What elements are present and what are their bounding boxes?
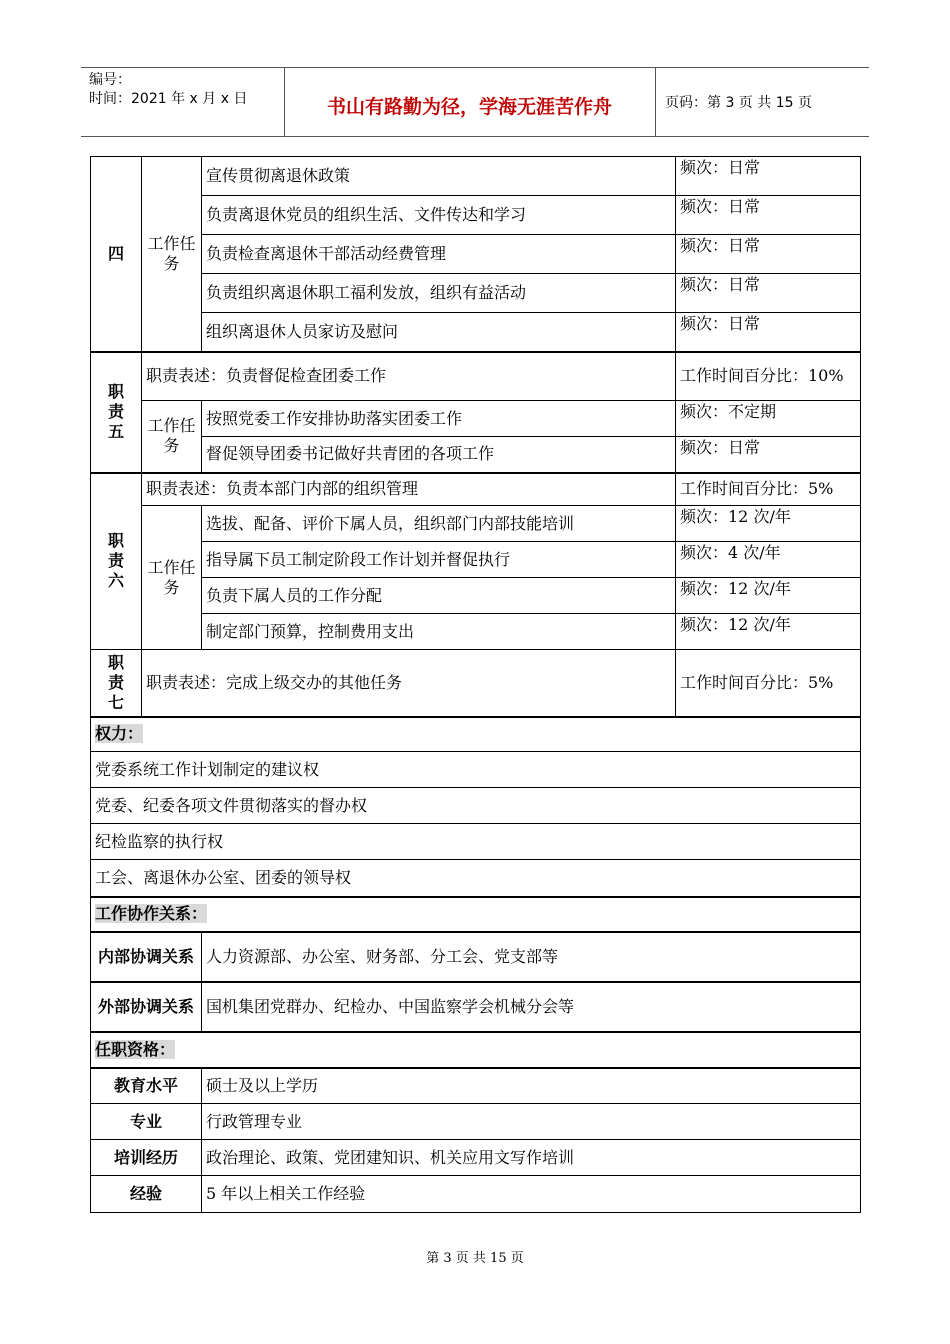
table-row bbox=[91, 437, 861, 473]
power-item: 党委系统工作计划制定的建议权 bbox=[91, 752, 861, 788]
table-row bbox=[91, 506, 861, 542]
qualification-label: 培训经历 bbox=[91, 1140, 202, 1176]
task-frequency: 频次：12 次/年 bbox=[676, 578, 861, 614]
external-relations-value: 国机集团党群办、纪检办、中国监察学会机械分会等 bbox=[202, 982, 861, 1032]
section-title-qualifications bbox=[91, 1032, 861, 1068]
task-text: 负责组织离退休职工福利发放，组织有益活动 bbox=[202, 274, 676, 313]
duty-description: 职责表述：负责督促检查团委工作 bbox=[142, 352, 676, 401]
table-row bbox=[91, 401, 861, 437]
section-title-relations bbox=[91, 897, 861, 932]
table-row bbox=[91, 1176, 861, 1213]
doc-number-label: 编号： bbox=[89, 72, 131, 88]
task-text: 负责离退休党员的组织生活、文件传达和学习 bbox=[202, 196, 676, 235]
table-row bbox=[91, 235, 861, 274]
table-row bbox=[91, 788, 861, 824]
duty-label: 职责七 bbox=[91, 650, 142, 717]
table-row bbox=[91, 313, 861, 352]
table-row bbox=[91, 473, 861, 506]
qualification-value: 行政管理专业 bbox=[202, 1104, 861, 1140]
duty-description: 职责表述：负责本部门内部的组织管理 bbox=[142, 473, 676, 506]
table-row bbox=[91, 196, 861, 235]
table-row bbox=[91, 1140, 861, 1176]
page-header bbox=[81, 67, 869, 137]
task-frequency: 频次：日常 bbox=[676, 235, 861, 274]
table-row bbox=[91, 932, 861, 982]
table-row bbox=[91, 897, 861, 932]
table-row bbox=[91, 752, 861, 788]
internal-relations-value: 人力资源部、办公室、财务部、分工会、党支部等 bbox=[202, 932, 861, 982]
header-info bbox=[89, 71, 284, 109]
table-row bbox=[91, 860, 861, 897]
task-frequency: 频次：日常 bbox=[676, 313, 861, 352]
section-title-text: 权力： bbox=[95, 724, 144, 744]
task-text: 指导属下员工制定阶段工作计划并督促执行 bbox=[202, 542, 676, 578]
qualification-value: 硕士及以上学历 bbox=[202, 1068, 861, 1104]
qualification-value: 5 年以上相关工作经验 bbox=[202, 1176, 861, 1213]
internal-relations-label: 内部协调关系 bbox=[91, 932, 202, 982]
header-page-number: 页码：第 3 页 共 15 页 bbox=[665, 95, 812, 111]
qualification-value: 政治理论、政策、党团建知识、机关应用文写作培训 bbox=[202, 1140, 861, 1176]
section-title-text: 任职资格： bbox=[95, 1039, 176, 1059]
task-label: 工作任务 bbox=[142, 401, 202, 473]
task-label: 工作任务 bbox=[142, 157, 202, 352]
table-row bbox=[91, 650, 861, 717]
task-text: 督促领导团委书记做好共青团的各项工作 bbox=[202, 437, 676, 473]
duty-label: 职责五 bbox=[91, 352, 142, 473]
task-text: 负责下属人员的工作分配 bbox=[202, 578, 676, 614]
task-frequency: 频次：不定期 bbox=[676, 401, 861, 437]
table-row bbox=[91, 1068, 861, 1104]
table-row bbox=[91, 614, 861, 650]
qualification-label: 教育水平 bbox=[91, 1068, 202, 1104]
table-row bbox=[91, 1104, 861, 1140]
task-frequency: 频次：12 次/年 bbox=[676, 614, 861, 650]
task-frequency: 频次：日常 bbox=[676, 196, 861, 235]
duty-time-percent: 工作时间百分比：5% bbox=[676, 473, 861, 506]
table-row bbox=[91, 1032, 861, 1068]
duty-time-percent: 工作时间百分比：10% bbox=[676, 352, 861, 401]
task-frequency: 频次：4 次/年 bbox=[676, 542, 861, 578]
task-text: 组织离退休人员家访及慰问 bbox=[202, 313, 676, 352]
power-item: 纪检监察的执行权 bbox=[91, 824, 861, 860]
qualification-label: 专业 bbox=[91, 1104, 202, 1140]
table-row bbox=[91, 578, 861, 614]
header-motto: 书山有路勤为径，学海无涯苦作舟 bbox=[326, 96, 612, 118]
doc-date-label: 时间：2021 年 x 月 x 日 bbox=[89, 91, 248, 107]
duty-label: 四 bbox=[91, 157, 142, 352]
task-text: 负责检查离退休干部活动经费管理 bbox=[202, 235, 676, 274]
table-row bbox=[91, 824, 861, 860]
task-text: 制定部门预算，控制费用支出 bbox=[202, 614, 676, 650]
table-row bbox=[91, 352, 861, 401]
table-row bbox=[91, 542, 861, 578]
task-text: 选拔、配备、评价下属人员，组织部门内部技能培训 bbox=[202, 506, 676, 542]
qualification-label: 经验 bbox=[91, 1176, 202, 1213]
duty-description: 职责表述：完成上级交办的其他任务 bbox=[142, 650, 676, 717]
task-frequency: 频次：12 次/年 bbox=[676, 506, 861, 542]
power-item: 党委、纪委各项文件贯彻落实的督办权 bbox=[91, 788, 861, 824]
duty-time-percent: 工作时间百分比：5% bbox=[676, 650, 861, 717]
task-text: 按照党委工作安排协助落实团委工作 bbox=[202, 401, 676, 437]
job-description-table bbox=[90, 156, 861, 1213]
duty-label: 职责六 bbox=[91, 473, 142, 650]
table-row bbox=[91, 274, 861, 313]
task-frequency: 频次：日常 bbox=[676, 437, 861, 473]
task-frequency: 频次：日常 bbox=[676, 157, 861, 196]
table-row bbox=[91, 982, 861, 1032]
external-relations-label: 外部协调关系 bbox=[91, 982, 202, 1032]
section-title-text: 工作协作关系： bbox=[95, 904, 208, 923]
table-row bbox=[91, 157, 861, 196]
section-title-powers bbox=[91, 717, 861, 752]
task-label: 工作任务 bbox=[142, 506, 202, 650]
power-item: 工会、离退休办公室、团委的领导权 bbox=[91, 860, 861, 897]
page-footer: 第 3 页 共 15 页 bbox=[426, 1251, 524, 1266]
header-divider bbox=[655, 68, 656, 136]
task-text: 宣传贯彻离退休政策 bbox=[202, 157, 676, 196]
table-row bbox=[91, 717, 861, 752]
task-frequency: 频次：日常 bbox=[676, 274, 861, 313]
